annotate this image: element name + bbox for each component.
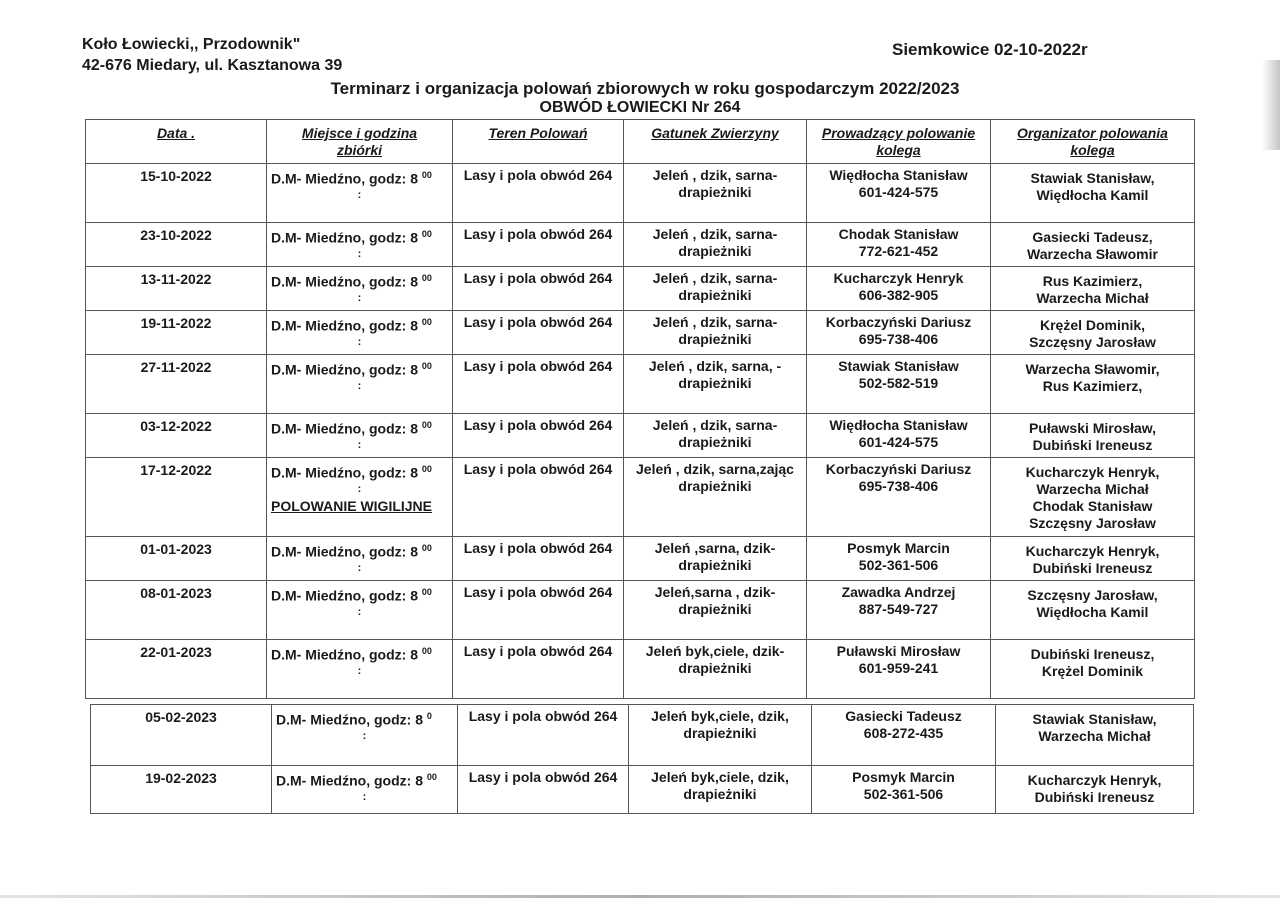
cell-line: drapieżniki [678,243,752,259]
cell-line: Teren Polowań [488,125,588,141]
cell-line: Korbaczyński Dariusz [825,461,972,477]
cell-line: Dubiński Ireneusz [1032,437,1153,453]
organizer-cell [991,164,1195,223]
cell-line: Szczęsny Jarosław, [1027,587,1158,603]
cell-line: kolega [876,142,921,158]
cell-line: zbiórki [336,142,383,158]
cell-line: Gatunek Zwierzyny [651,125,779,141]
cell-line: 695-738-406 [858,331,939,347]
organizer-cell [991,267,1195,311]
cell-line: Stawiak Stanisław, [1032,711,1157,727]
cell-line: Szczęsny Jarosław [1029,515,1156,531]
cell-line: 601-424-575 [858,434,939,450]
meeting-place-cell [267,267,453,311]
cell-line: 772-621-452 [858,243,939,259]
meeting-place: D.M- Miedźno, godz: 8 [271,543,418,560]
cell-line: Warzecha Sławomir, [1025,361,1160,377]
cell-line: drapieżniki [678,434,752,450]
date-cell: 03-12-2022 [86,414,267,458]
cell-line: 502-361-506 [858,557,939,573]
cell-line: Stawiak Stanisław [838,358,959,374]
species-cell [624,414,807,458]
organization-name: Koło Łowiecki,, Przodownik" [82,36,301,53]
leader-cell [807,267,991,311]
table-row [86,537,1195,581]
meeting-place-cell [267,223,453,267]
organizer-cell [991,537,1195,581]
colon-mark: : [357,291,362,304]
cell-line: Kucharczyk Henryk, [1025,543,1160,559]
cell-line: Jeleń , dzik, sarna- [652,314,778,330]
hour-superscript: 00 [426,772,437,782]
cell-line: Gasiecki Tadeusz, [1032,229,1153,245]
cell-line: Puławski Mirosław [836,643,961,659]
organizer-cell [991,311,1195,355]
colon-mark: : [357,335,362,348]
date-cell: 15-10-2022 [86,164,267,223]
column-header [267,120,453,164]
cell-line: 887-549-727 [858,601,939,617]
cell-line: Kucharczyk Henryk [833,270,964,286]
terrain-cell: Lasy i pola obwód 264 [453,311,624,355]
leader-cell [812,705,996,766]
cell-line: Jeleń ,sarna, dzik- [654,540,776,556]
hour-superscript: 00 [421,229,432,239]
hunt-schedule-table [85,119,1195,699]
meeting-place-cell [267,581,453,640]
cell-line: Stawiak Stanisław, [1030,170,1155,186]
cell-line: Jeleń , dzik, sarna- [652,167,778,183]
species-cell [624,581,807,640]
table-row [86,311,1195,355]
date-cell: 05-02-2023 [91,705,272,766]
hour-superscript: 00 [421,273,432,283]
cell-line: Chodak Stanisław [838,226,959,242]
leader-cell [807,164,991,223]
meeting-place-cell [272,766,458,814]
cell-line: 608-272-435 [863,725,944,741]
cell-line: drapieżniki [678,557,752,573]
terrain-cell: Lasy i pola obwód 264 [453,458,624,537]
cell-line: Jeleń,sarna , dzik- [654,584,776,600]
colon-mark: : [362,729,367,742]
terrain-cell: Lasy i pola obwód 264 [453,537,624,581]
species-cell [624,311,807,355]
species-cell [624,537,807,581]
table-header-row [86,120,1195,164]
table-row [86,164,1195,223]
date-cell: 19-02-2023 [91,766,272,814]
hour-superscript: 00 [421,543,432,553]
meeting-place: D.M- Miedźno, godz: 8 [271,229,418,246]
colon-mark: : [357,664,362,677]
cell-line: Jeleń , dzik, sarna- [652,270,778,286]
leader-cell [812,766,996,814]
organizer-cell [991,414,1195,458]
species-cell [624,640,807,699]
cell-line: Gasiecki Tadeusz [845,708,962,724]
scan-edge-line [0,895,1280,898]
meeting-place: D.M- Miedźno, godz: 8 [276,772,423,789]
meeting-place-cell [272,705,458,766]
hunt-schedule-table-continued [90,704,1194,814]
cell-line: Szczęsny Jarosław [1029,334,1156,350]
organizer-cell [991,458,1195,537]
leader-cell [807,414,991,458]
colon-mark: : [357,605,362,618]
cell-line: drapieżniki [678,375,752,391]
cell-line: Prowadzący polowanie [821,125,976,141]
document-title: Terminarz i organizacja polowań zbiorowych w roku gospodarczym 2022/2023 [330,79,960,98]
colon-mark: : [357,247,362,260]
meeting-place-cell [267,640,453,699]
table-row [86,267,1195,311]
organizer-cell [991,640,1195,699]
meeting-place-cell [267,164,453,223]
organizer-cell [996,705,1194,766]
cell-line: Kucharczyk Henryk, [1025,464,1160,480]
cell-line: Więdłocha Stanisław [829,417,968,433]
cell-line: Dubiński Ireneusz, [1030,646,1155,662]
table-row [86,355,1195,414]
meeting-place: D.M- Miedźno, godz: 8 [271,361,418,378]
colon-mark: : [357,379,362,392]
terrain-cell: Lasy i pola obwód 264 [453,267,624,311]
table-row [86,223,1195,267]
leader-cell [807,537,991,581]
species-cell [624,164,807,223]
cell-line: Warzecha Michał [1036,290,1149,306]
cell-line: Jeleń , dzik, sarna- [652,226,778,242]
colon-mark: : [362,790,367,803]
cell-line: Rus Kazimierz, [1042,273,1143,289]
species-cell [629,766,812,814]
cell-line: Dubiński Ireneusz [1034,789,1155,805]
species-cell [624,458,807,537]
cell-line: Krężel Dominik [1041,663,1144,679]
cell-line: drapieżniki [678,287,752,303]
cell-line: drapieżniki [678,331,752,347]
table-row [86,458,1195,537]
cell-line: drapieżniki [678,660,752,676]
table-row [86,640,1195,699]
terrain-cell: Lasy i pola obwód 264 [453,640,624,699]
cell-line: Więdłocha Stanisław [829,167,968,183]
cell-line: 502-582-519 [858,375,939,391]
leader-cell [807,640,991,699]
meeting-place-cell [267,458,453,537]
meeting-place: D.M- Miedźno, godz: 8 [271,646,418,663]
cell-line: Korbaczyński Dariusz [825,314,972,330]
date-cell: 27-11-2022 [86,355,267,414]
cell-line: Jeleń , dzik, sarna- [652,417,778,433]
place-and-date: Siemkowice 02-10-2022r [892,40,1088,59]
terrain-cell: Lasy i pola obwód 264 [453,164,624,223]
colon-mark: : [357,482,362,495]
cell-line: kolega [1070,142,1115,158]
cell-line: Rus Kazimierz, [1042,378,1143,394]
cell-line: Zawadka Andrzej [841,584,956,600]
date-cell: 01-01-2023 [86,537,267,581]
cell-line: Jeleń byk,ciele, dzik- [645,643,785,659]
leader-cell [807,458,991,537]
cell-line: drapieżniki [678,601,752,617]
cell-line: drapieżniki [678,478,752,494]
leader-cell [807,581,991,640]
column-header [86,120,267,164]
cell-line: Więdłocha Kamil [1036,604,1149,620]
meeting-place: D.M- Miedźno, godz: 8 [271,273,418,290]
meeting-place: D.M- Miedźno, godz: 8 [271,420,418,437]
cell-line: Warzecha Sławomir [1027,246,1158,262]
cell-line: drapieżniki [683,725,757,741]
species-cell [624,355,807,414]
terrain-cell: Lasy i pola obwód 264 [458,766,629,814]
cell-line: Jeleń , dzik, sarna,zając [636,461,794,477]
cell-line: 601-959-241 [858,660,939,676]
terrain-cell: Lasy i pola obwód 264 [453,355,624,414]
date-cell: 17-12-2022 [86,458,267,537]
column-header [453,120,624,164]
date-cell: 22-01-2023 [86,640,267,699]
column-header [624,120,807,164]
meeting-place: D.M- Miedźno, godz: 8 [271,317,418,334]
cell-line: Warzecha Michał [1036,481,1149,497]
species-cell [624,267,807,311]
hour-superscript: 00 [421,170,432,180]
cell-line: drapieżniki [678,184,752,200]
terrain-cell: Lasy i pola obwód 264 [458,705,629,766]
organizer-cell [996,766,1194,814]
organizer-cell [991,223,1195,267]
cell-line: Chodak Stanisław [1032,498,1153,514]
date-cell: 23-10-2022 [86,223,267,267]
hour-superscript: 00 [421,464,432,474]
leader-cell [807,223,991,267]
leader-cell [807,355,991,414]
cell-line: Krężel Dominik, [1039,317,1146,333]
colon-mark: : [357,438,362,451]
column-header [991,120,1195,164]
date-cell: 08-01-2023 [86,581,267,640]
special-hunt-label: POLOWANIE WIGILIJNE [271,497,433,514]
column-header [807,120,991,164]
meeting-place-cell [267,414,453,458]
hour-superscript: 00 [421,587,432,597]
meeting-place: D.M- Miedźno, godz: 8 [271,464,418,481]
cell-line: Dubiński Ireneusz [1032,560,1153,576]
cell-line: Kucharczyk Henryk, [1027,772,1162,788]
cell-line: Warzecha Michał [1038,728,1151,744]
table-row [91,705,1194,766]
table-row [91,766,1194,814]
meeting-place-cell [267,311,453,355]
meeting-place: D.M- Miedźno, godz: 8 [271,587,418,604]
cell-line: Jeleń byk,ciele, dzik, [651,708,789,724]
cell-line: drapieżniki [683,786,757,802]
cell-line: Posmyk Marcin [852,769,955,785]
leader-cell [807,311,991,355]
cell-line: Miejsce i godzina [301,125,418,141]
cell-line: 601-424-575 [858,184,939,200]
cell-line: Jeleń , dzik, sarna, - [648,358,782,374]
document-subtitle: OBWÓD ŁOWIECKI Nr 264 [539,99,741,116]
species-cell [629,705,812,766]
meeting-place: D.M- Miedźno, godz: 8 [271,170,418,187]
meeting-place-cell [267,537,453,581]
cell-line: 695-738-406 [858,478,939,494]
cell-line: Puławski Mirosław, [1028,420,1157,436]
terrain-cell: Lasy i pola obwód 264 [453,581,624,640]
cell-line: 606-382-905 [858,287,939,303]
cell-line: Data . [156,125,196,141]
organizer-cell [991,581,1195,640]
table-row [86,414,1195,458]
colon-mark: : [357,188,362,201]
cell-line: Posmyk Marcin [847,540,950,556]
meeting-place: D.M- Miedźno, godz: 8 [276,711,423,728]
organization-address: 42-676 Miedary, ul. Kasztanowa 39 [82,57,343,74]
date-cell: 13-11-2022 [86,267,267,311]
date-cell: 19-11-2022 [86,311,267,355]
hour-superscript: 00 [421,361,432,371]
terrain-cell: Lasy i pola obwód 264 [453,414,624,458]
hour-superscript: 0 [426,711,432,721]
organizer-cell [991,355,1195,414]
cell-line: Więdłocha Kamil [1036,187,1149,203]
species-cell [624,223,807,267]
terrain-cell: Lasy i pola obwód 264 [453,223,624,267]
cell-line: 502-361-506 [863,786,944,802]
table-row [86,581,1195,640]
colon-mark: : [357,561,362,574]
cell-line: Jeleń byk,ciele, dzik, [651,769,789,785]
hour-superscript: 00 [421,646,432,656]
hour-superscript: 00 [421,317,432,327]
cell-line: Organizator polowania [1017,125,1168,141]
meeting-place-cell [267,355,453,414]
hour-superscript: 00 [421,420,432,430]
